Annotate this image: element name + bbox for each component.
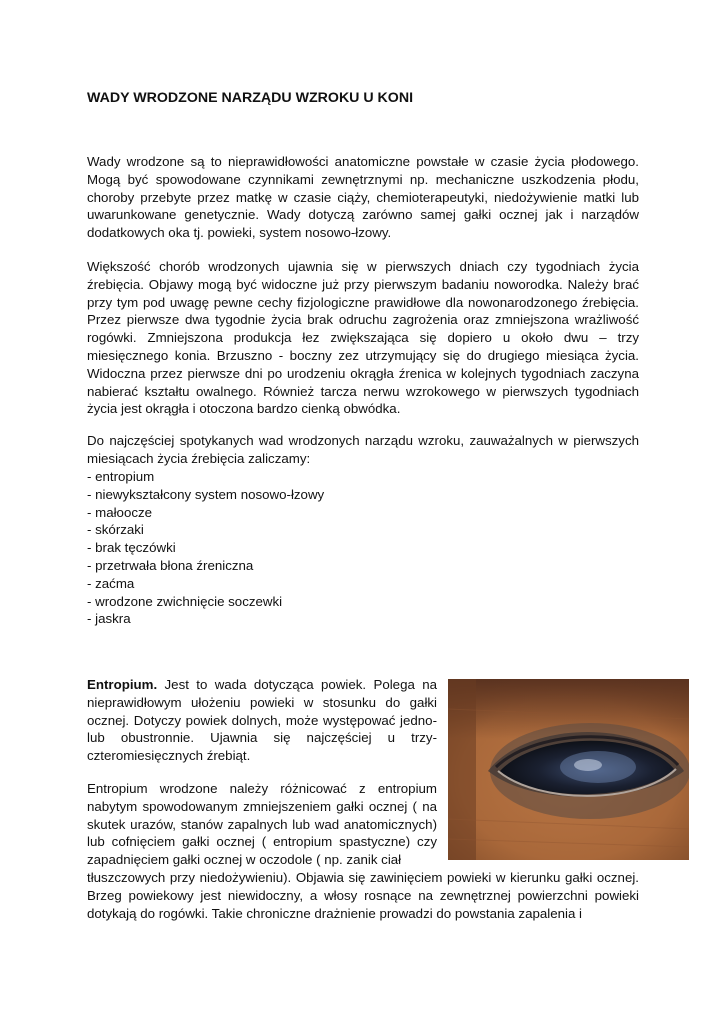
horse-eye-image (448, 679, 689, 860)
paragraph-symptoms: Większość chorób wrodzonych ujawnia się w pierwszych dniach czy tygodniach życia źrebięcia. Objawy mogą być widoczne już przy pierwszym badaniu noworodka. Należy brać przy tym pod uwagę pewne cechy fizjologiczne prawidłowe dla nowonarodzonego źrebięcia. Przez pierwsze dwa tygodnie życia brak odruchu zagrożenia oraz zmniejszona wrażliwość rogówki. Zmniejszona produkcja łez zwiększająca się dopiero u około dwu – trzy miesięcznego konia. Brzuszno - boczny zez utrzymujący się do drugiego miesiąca życia. Widoczna przez pierwsze dni po urodzeniu okrągła źrenica w kolejnych tygodniach zaczyna nabierać kształtu owalnego. Również tarcza nerwu wzrokowego w pierwszych tygodniach życia jest okrągła i otoczona bardzo cienką obwódka. (87, 259, 639, 417)
paragraph-defects-intro: Do najczęściej spotykanych wad wrodzonych narządu wzroku, zauważalnych w pierwszych miesiącach życia źrebięcia zaliczamy: (87, 433, 639, 466)
list-item: - skórzaki (87, 522, 144, 538)
entropium-term: Entropium. (87, 677, 158, 692)
entropium-paragraph (87, 676, 437, 765)
list-item: - niewykształcony system nosowo-łzowy (87, 486, 325, 502)
list-item: - małoocze (87, 504, 153, 520)
list-item: - wrodzone zwichnięcie soczewki (87, 593, 283, 609)
horse-eye-photo (448, 679, 689, 860)
paragraph-intro: Wady wrodzone są to nieprawidłowości anatomiczne powstałe w czasie życia płodowego. Mogą być spowodowane czynnikami zewnętrznymi np. mechaniczne uszkodzenia płodu, choroby przebyte przez matkę w czasie ciąży, chemioterapeutyki, niedożywienie matki lub uwarunkowane genetycznie. Wady dotyczą zarówno samej gałki ocznej jak i narządów dodatkowych oka tj. powieki, system nosowo-łzowy. (87, 154, 639, 241)
list-item: - zaćma (87, 575, 135, 591)
list-item: - jaskra (87, 611, 131, 627)
page-title: WADY WRODZONE NARZĄDU WZROKU U KONI (87, 90, 414, 106)
defects-list (87, 468, 324, 628)
list-item: - brak tęczówki (87, 540, 176, 556)
entropium-symptoms-paragraph: tłuszczowych przy niedożywieniu). Objawia się zawinięciem powieki w kierunku gałki ocznej. Brzeg powiekowy jest niewidoczny, a włosy rosnące na zewnętrznej powierzchni powieki dotykają do rogówki. Takie chroniczne drażnienie prowadzi do powstania zapalenia i (87, 870, 639, 921)
entropium-differential-paragraph: Entropium wrodzone należy różnicować z entropium nabytym spowodowanym zmniejszeniem gałki ocznej ( na skutek urazów, stanów zapalnych lub wad anatomicznych) lub cofnięciem gałki ocznej ( entropium spastyczne) czy zapadnięciem gałki ocznej w oczodole ( np. zanik ciał (87, 781, 437, 868)
list-item: - przetrwała błona źreniczna (87, 557, 254, 573)
list-item: - entropium (87, 469, 155, 484)
entropium-description: Jest to wada dotycząca powiek. Polega na nieprawidłowym ułożeniu powieki w stosunku do gałki ocznej. Dotyczy powiek dolnych, może występować jedno- lub obustronnie. Ujawnia się najczęściej u trzy-czteromiesięcznych źrebiąt. (87, 677, 437, 764)
